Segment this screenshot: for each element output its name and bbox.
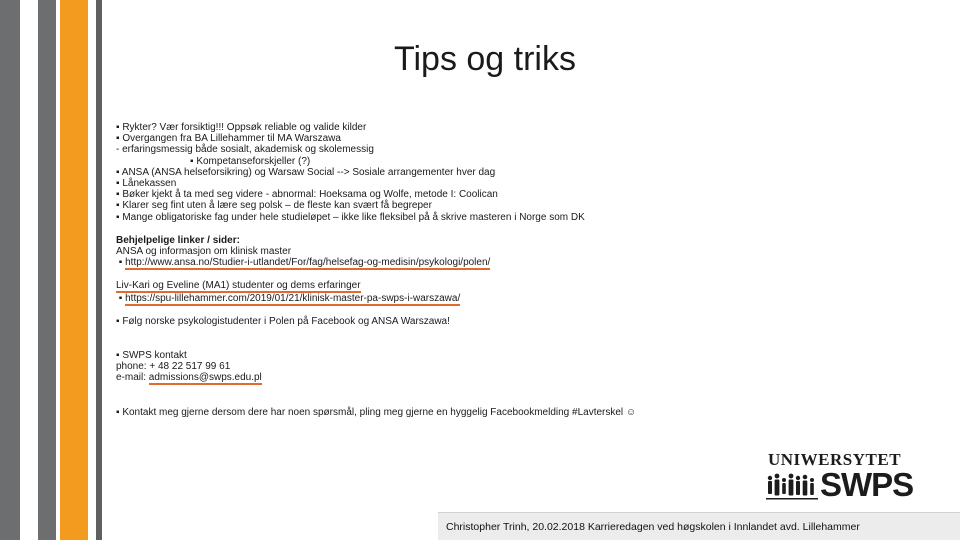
tip-1: ▪ Rykter? Vær forsiktig!!! Oppsøk reliable og valide kilder	[116, 122, 367, 133]
logo-top-text: UNIWERSYTET	[768, 450, 902, 469]
tip-2: ▪ Overgangen fra BA Lillehammer til MA Warszawa	[116, 133, 341, 145]
footer-caption: Christopher Trinh, 20.02.2018 Karrieredagen ved høgskolen i Innlandet avd. Lillehammer	[438, 512, 960, 540]
tip-5: ▪ Bøker kjekt å ta med seg videre - abnormal: Hoeksama og Wolfe, metode I: Coolican	[116, 189, 498, 201]
swps-contact-label: ▪ SWPS kontakt	[116, 349, 187, 361]
logo-bottom-text: SWPS	[820, 466, 914, 503]
tip-2-detail: - erfaringsmessig både sosialt, akademisk og skolemessig	[116, 144, 374, 156]
ansa-info-label: ANSA og informasjon om klinisk master	[116, 246, 292, 258]
tip-4: ▪ Lånekassen	[116, 178, 177, 190]
slide-content: ▪ Rykter? Vær forsiktig!!! Oppsøk reliable og valide kilder ▪ Overgangen fra BA Lillehammer til MA Warszawa - erfaringsmessig både sosialt, akademisk og skolemessig ▪ Kompetanseforskjeller (?) ▪ ANSA (ANSA helseforsikring) og Warsaw Social --> Sosiale arrangementer hver dag ▪ Lånekassen ▪ Bøker kjekt å ta med seg videre - abnormal: Hoeksama og Wolfe, metode I: Coolican ▪ Klarer seg fint uten å lære seg polsk – de fleste kan svært få begreper ▪ Mange obligatoriske fag under hele studieløpet – ikke like fleksibel på å skrive masteren i Norge som DK Behjelpelige linker / sider: ANSA og informasjon om klinisk master ▪ http://www.ansa.no/Studier-i-utlandet/For/fag/helsefag-og-medisin/psykologi/polen/ Liv-Kari og Eveline (MA1) studenter og dems erfaringer ▪ https://spu-lillehammer.com/2019/01/21/klinisk-master-pa-swps-i-warszawa/ ▪ Følg norske psykologistudenter i Polen på Facebook og ANSA Warszawa! ▪ SWPS kontakt phone: + 48 22 517 99 61 e-mail: admissions@swps.edu.pl ▪ Kontakt meg gjerne dersom dere har noen spørsmål, pling meg gjerne en hyggelig Facebookmelding #Lavterskel ☺	[116, 122, 836, 418]
tip-2-sub: ▪ Kompetanseforskjeller (?)	[190, 155, 311, 167]
swps-phone: phone: + 48 22 517 99 61	[116, 360, 231, 372]
decor-bar-grey-2	[38, 0, 56, 540]
tip-3: ▪ ANSA (ANSA helseforsikring) og Warsaw Social --> Sosiale arrangementer hver dag	[116, 166, 496, 178]
decor-bar-orange	[60, 0, 88, 540]
links-heading: Behjelpelige linker / sider:	[116, 234, 240, 246]
tip-7: ▪ Mange obligatoriske fag under hele studieløpet – ikke like fleksibel på å skrive masteren i Norge som DK	[116, 211, 585, 223]
tip-6: ▪ Klarer seg fint uten å lære seg polsk – de fleste kan svært få begreper	[116, 200, 432, 212]
slide-title: Tips og triks	[393, 40, 576, 78]
people-icon	[766, 472, 818, 502]
contact-tip: ▪ Kontakt meg gjerne dersom dere har noen spørsmål, pling meg gjerne en hyggelig Facebookmelding #Lavterskel ☺	[116, 407, 637, 419]
ansa-link[interactable]: http://www.ansa.no/Studier-i-utlandet/For/fag/helsefag-og-medisin/psykologi/polen/	[125, 257, 491, 269]
email-link[interactable]: admissions@swps.edu.pl	[148, 372, 262, 384]
facebook-tip: ▪ Følg norske psykologistudenter i Polen på Facebook og ANSA Warszawa!	[116, 316, 450, 328]
decor-bar-grey-3	[96, 0, 102, 540]
livkari-heading: Liv-Kari og Eveline (MA1) studenter og dems erfaringer	[116, 280, 361, 293]
livkari-link[interactable]: https://spu-lillehammer.com/2019/01/21/klinisk-master-pa-swps-i-warszawa/	[125, 293, 461, 305]
swps-logo	[766, 450, 918, 504]
email-label: e-mail:	[116, 372, 149, 384]
decor-bar-grey-1	[0, 0, 20, 540]
